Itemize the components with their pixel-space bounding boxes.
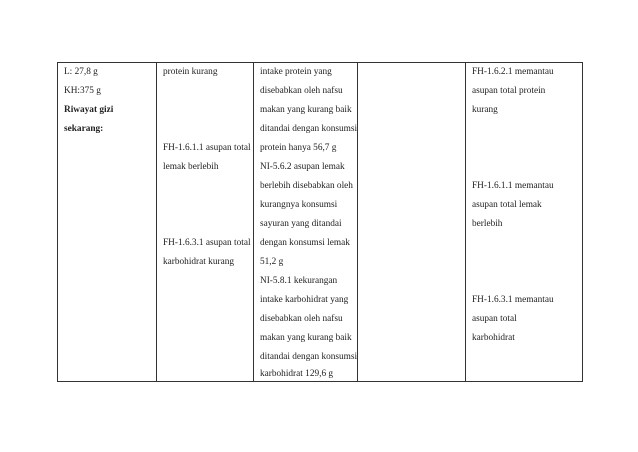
- carb-intake-text: KH:375 g: [64, 86, 101, 96]
- pes-line: ditandai dengan konsumsi: [260, 124, 358, 134]
- pes-line: karbohidrat 129,6 g: [260, 369, 334, 379]
- pes-line: sayuran yang ditandai: [260, 219, 342, 229]
- monitor-protein-text: kurang: [472, 105, 498, 115]
- diagnosis-fat-text: lemak berlebih: [163, 162, 219, 172]
- diagnosis-carb-text: karbohidrat kurang: [163, 257, 234, 267]
- diagnosis-protein-text: protein kurang: [163, 67, 218, 77]
- column-assessment: [58, 63, 157, 381]
- diagnosis-carb-code: FH-1.6.3.1 asupan total: [163, 238, 251, 248]
- monitor-fat-text: berlebih: [472, 219, 503, 229]
- diagnosis-fat-code: FH-1.6.1.1 asupan total: [163, 143, 251, 153]
- monitor-fat-text: asupan total lemak: [472, 200, 542, 210]
- column-empty: [358, 63, 466, 381]
- monitor-protein-text: asupan total protein: [472, 86, 546, 96]
- pes-line: protein hanya 56,7 g: [260, 143, 337, 153]
- column-monitoring: [466, 63, 583, 381]
- monitor-fat-code: FH-1.6.1.1 memantau: [472, 181, 554, 191]
- pes-line: disebabkan oleh nafsu: [260, 314, 343, 324]
- monitor-carb-text: asupan total: [472, 314, 517, 324]
- monitor-protein-code: FH-1.6.2.1 memantau: [472, 67, 554, 77]
- pes-line: berlebih disebabkan oleh: [260, 181, 353, 191]
- nutrition-care-table: [57, 62, 583, 382]
- pes-line: NI-5.8.1 kekurangan: [260, 276, 338, 286]
- pes-line: intake karbohidrat yang: [260, 295, 349, 305]
- history-heading: Riwayat gizi: [64, 105, 114, 115]
- pes-line: makan yang kurang baik: [260, 105, 352, 115]
- pes-line: kurangnya konsumsi: [260, 200, 338, 210]
- fat-intake-text: L: 27,8 g: [64, 67, 98, 77]
- pes-line: disebabkan oleh nafsu: [260, 86, 343, 96]
- column-diagnosis-codes: [157, 63, 254, 381]
- pes-line: NI-5.6.2 asupan lemak: [260, 162, 345, 172]
- pes-line: ditandai dengan konsumsi: [260, 352, 358, 362]
- history-heading-continued: sekarang:: [64, 124, 104, 134]
- pes-line: 51,2 g: [260, 257, 284, 267]
- pes-line: dengan konsumsi lemak: [260, 238, 350, 248]
- pes-line: intake protein yang: [260, 67, 332, 77]
- pes-line: makan yang kurang baik: [260, 333, 352, 343]
- column-pes-statement: [254, 63, 358, 381]
- monitor-carb-code: FH-1.6.3.1 memantau: [472, 295, 554, 305]
- monitor-carb-text: karbohidrat: [472, 333, 515, 343]
